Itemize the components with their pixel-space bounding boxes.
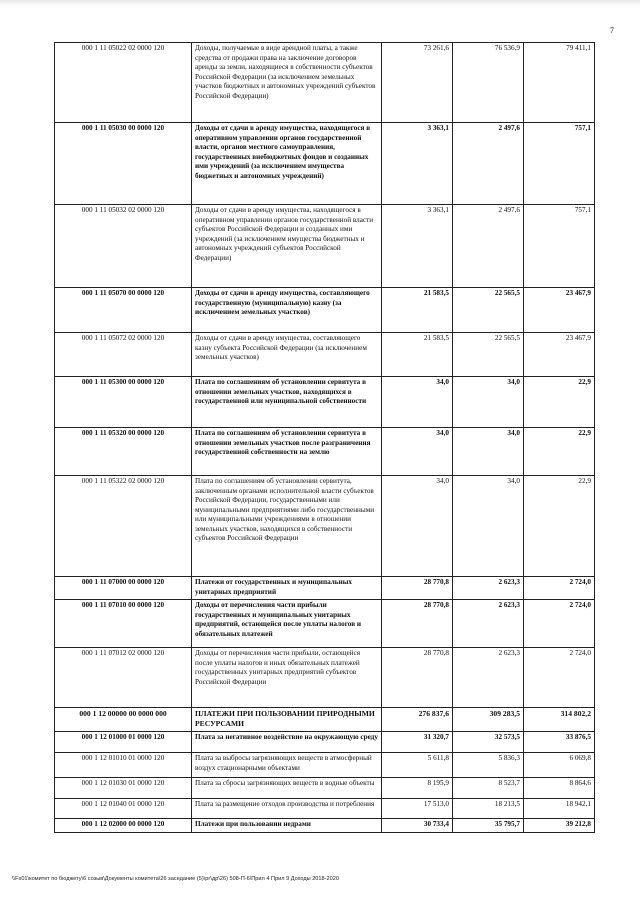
budget-code-cell: 000 1 11 05300 00 0000 120 <box>55 377 192 428</box>
value-2018-cell: 3 363,1 <box>382 123 453 205</box>
value-2018-cell: 34,0 <box>382 377 453 428</box>
revenue-name-cell: Доходы от сдачи в аренду имущества, находящегося в оперативном управлении органов государственной власти субъектов Российской Федерации и созданных ими учреждений (за исключением имущества бюджетных и автономных учреждений субъектов Российской Федерации) <box>192 205 382 288</box>
value-2020-cell: 314 802,2 <box>524 708 595 732</box>
value-2020-cell: 23 467,9 <box>524 288 595 333</box>
budget-code-cell: 000 1 12 01040 01 0000 120 <box>55 799 192 819</box>
value-2018-cell: 73 261,6 <box>382 43 453 123</box>
value-2020-cell: 757,1 <box>524 123 595 205</box>
value-2020-cell: 39 212,8 <box>524 819 595 833</box>
value-2019-cell: 8 523,7 <box>453 778 524 799</box>
value-2019-cell: 35 795,7 <box>453 819 524 833</box>
revenue-name-cell: Доходы от перечисления части прибыли, остающейся после уплаты налогов и иных обязательных платежей государственных унитарных предприятий субъектов Российской Федерации <box>192 648 382 708</box>
value-2018-cell: 28 770,8 <box>382 600 453 648</box>
budget-code-cell: 000 1 11 05070 00 0000 120 <box>55 288 192 333</box>
table-row <box>55 428 595 476</box>
table-row <box>55 753 595 778</box>
budget-code-cell: 000 1 11 05072 02 0000 120 <box>55 333 192 377</box>
value-2020-cell: 23 467,9 <box>524 333 595 377</box>
value-2020-cell: 757,1 <box>524 205 595 288</box>
budget-code-cell: 000 1 12 00000 00 0000 000 <box>55 708 192 732</box>
table-row <box>55 799 595 819</box>
value-2018-cell: 276 837,6 <box>382 708 453 732</box>
value-2019-cell: 2 623,3 <box>453 648 524 708</box>
budget-code-cell: 000 1 12 01000 01 0000 120 <box>55 732 192 753</box>
budget-code-cell: 000 1 11 07012 02 0000 120 <box>55 648 192 708</box>
budget-code-cell: 000 1 11 05322 02 0000 120 <box>55 476 192 577</box>
value-2018-cell: 21 583,5 <box>382 288 453 333</box>
value-2018-cell: 34,0 <box>382 428 453 476</box>
revenue-table <box>54 42 595 833</box>
value-2018-cell: 5 611,8 <box>382 753 453 778</box>
value-2019-cell: 5 836,3 <box>453 753 524 778</box>
value-2019-cell: 34,0 <box>453 377 524 428</box>
value-2019-cell: 34,0 <box>453 428 524 476</box>
budget-code-cell: 000 1 11 05022 02 0000 120 <box>55 43 192 123</box>
revenue-name-cell: Платежи от государственных и муниципальных унитарных предприятий <box>192 577 382 600</box>
value-2018-cell: 17 513,0 <box>382 799 453 819</box>
revenue-name-cell: Плата за сбросы загрязняющих веществ в водные объекты <box>192 778 382 799</box>
table-row <box>55 476 595 577</box>
value-2019-cell: 2 497,6 <box>453 123 524 205</box>
value-2019-cell: 2 623,3 <box>453 600 524 648</box>
value-2018-cell: 3 363,1 <box>382 205 453 288</box>
budget-code-cell: 000 1 11 05032 02 0000 120 <box>55 205 192 288</box>
budget-code-cell: 000 1 11 07000 00 0000 120 <box>55 577 192 600</box>
page-number: 7 <box>610 26 614 35</box>
budget-code-cell: 000 1 12 02000 00 0000 120 <box>55 819 192 833</box>
table-row <box>55 205 595 288</box>
value-2019-cell: 32 573,5 <box>453 732 524 753</box>
table-row <box>55 778 595 799</box>
budget-code-cell: 000 1 11 05030 00 0000 120 <box>55 123 192 205</box>
table-row <box>55 819 595 833</box>
value-2018-cell: 28 770,8 <box>382 577 453 600</box>
value-2020-cell: 8 864,6 <box>524 778 595 799</box>
value-2019-cell: 22 565,5 <box>453 333 524 377</box>
value-2020-cell: 79 411,1 <box>524 43 595 123</box>
table-row <box>55 732 595 753</box>
value-2020-cell: 2 724,0 <box>524 600 595 648</box>
value-2018-cell: 21 583,5 <box>382 333 453 377</box>
value-2020-cell: 2 724,0 <box>524 648 595 708</box>
budget-code-cell: 000 1 12 01010 01 0000 120 <box>55 753 192 778</box>
revenue-name-cell: Доходы, получаемые в виде арендной платы, а также средства от продажи права на заключение договоров аренды за земли, находящиеся в собственности субъектов Российской Федерации (за исключением земельных участков бюджетных и автономных учреждений субъектов Российской Федерации) <box>192 43 382 123</box>
table-row <box>55 333 595 377</box>
value-2019-cell: 76 536,9 <box>453 43 524 123</box>
budget-code-cell: 000 1 11 07010 00 0000 120 <box>55 600 192 648</box>
value-2019-cell: 18 213,5 <box>453 799 524 819</box>
table-row <box>55 377 595 428</box>
revenue-name-cell: Плата по соглашениям об установлении сервитута в отношении земельных участков после разграничения государственной собственности на землю <box>192 428 382 476</box>
value-2019-cell: 2 497,6 <box>453 205 524 288</box>
value-2020-cell: 22,9 <box>524 476 595 577</box>
value-2018-cell: 28 770,8 <box>382 648 453 708</box>
value-2018-cell: 8 195,9 <box>382 778 453 799</box>
revenue-name-cell: Плата за размещение отходов производства и потребления <box>192 799 382 819</box>
revenue-name-cell: Платежи при пользовании недрами <box>192 819 382 833</box>
value-2020-cell: 2 724,0 <box>524 577 595 600</box>
value-2019-cell: 22 565,5 <box>453 288 524 333</box>
revenue-name-cell: Доходы от сдачи в аренду имущества, находящегося в оперативном управлении органов государственной власти, органов местного самоуправления, государственных внебюджетных фондов и созданных ими учреждений (за исключением имущества бюджетных и автономных учреждений) <box>192 123 382 205</box>
table-row <box>55 43 595 123</box>
revenue-name-cell: Плата по соглашениям об установлении сервитута в отношении земельных участков, находящихся в государственной или муниципальной собственности <box>192 377 382 428</box>
value-2019-cell: 2 623,3 <box>453 577 524 600</box>
table-row <box>55 600 595 648</box>
value-2019-cell: 34,0 <box>453 476 524 577</box>
scan-edge <box>0 0 640 6</box>
table-row <box>55 288 595 333</box>
value-2018-cell: 31 320,7 <box>382 732 453 753</box>
value-2020-cell: 6 069,8 <box>524 753 595 778</box>
revenue-name-cell: Плата по соглашениям об установлении сервитута, заключенным органами исполнительной власти субъектов Российской Федерации, государственными или муниципальными предприятиями либо государственными или муниципальными учреждениями в отношении земельных участков, находящихся в собственности субъектов Российской Федерации <box>192 476 382 577</box>
file-path-footer: \\Fs01\комитет по бюджету\6 созыв\Документы комитета\26 заседание (5)\рг\др\26) 508-П-6\Прил 4 Прил 9 Доходы 2018-2020 <box>12 876 339 882</box>
value-2019-cell: 309 283,5 <box>453 708 524 732</box>
budget-code-cell: 000 1 11 05320 00 0000 120 <box>55 428 192 476</box>
value-2020-cell: 33 876,5 <box>524 732 595 753</box>
value-2018-cell: 30 733,4 <box>382 819 453 833</box>
table-row <box>55 123 595 205</box>
value-2020-cell: 22,9 <box>524 377 595 428</box>
revenue-name-cell: Доходы от сдачи в аренду имущества, составляющего государственную (муниципальную) казну (за исключением земельных участков) <box>192 288 382 333</box>
table-row <box>55 577 595 600</box>
value-2018-cell: 34,0 <box>382 476 453 577</box>
revenue-name-cell: ПЛАТЕЖИ ПРИ ПОЛЬЗОВАНИИ ПРИРОДНЫМИ РЕСУРСАМИ <box>192 708 382 732</box>
table-row <box>55 708 595 732</box>
revenue-name-cell: Плата за негативное воздействие на окружающую среду <box>192 732 382 753</box>
revenue-name-cell: Доходы от перечисления части прибыли государственных и муниципальных унитарных предприятий, остающейся после уплаты налогов и обязательных платежей <box>192 600 382 648</box>
budget-code-cell: 000 1 12 01030 01 0000 120 <box>55 778 192 799</box>
revenue-name-cell: Плата за выбросы загрязняющих веществ в атмосферный воздух стационарными объектами <box>192 753 382 778</box>
table-row <box>55 648 595 708</box>
revenue-name-cell: Доходы от сдачи в аренду имущества, составляющего казну субъекта Российской Федерации (за исключением земельных участков) <box>192 333 382 377</box>
value-2020-cell: 18 942,1 <box>524 799 595 819</box>
value-2020-cell: 22,9 <box>524 428 595 476</box>
